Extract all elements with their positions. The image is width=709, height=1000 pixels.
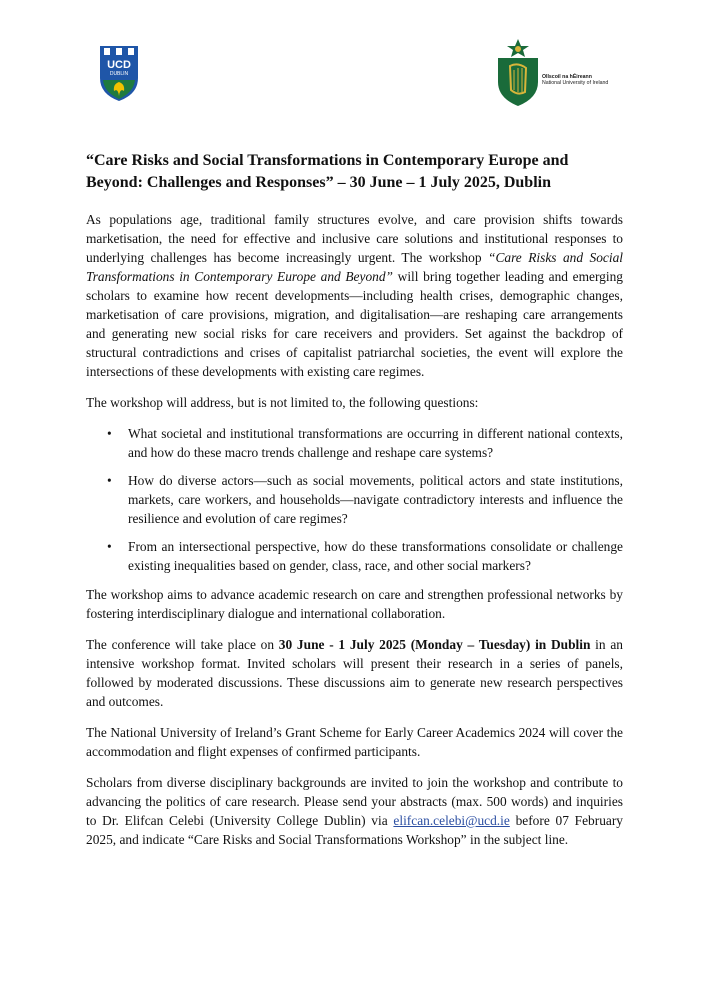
ucd-logo-text: UCD [107,59,131,71]
ucd-logo-subtext: DUBLIN [109,71,129,77]
contact-email-link[interactable]: elifcan.celebi@ucd.ie [393,813,510,828]
intro-text-2: will bring together leading and emerging scholars to examine how recent developments—including health crises, demographic changes, marketisation of care provisions, migration, and digitalisation—are reshaping care arrangements and generating new social risks for care receivers and providers. Set against the backdrop of structural contradictions and crises of capitalist patriarchal societies, the event will explore the intersections of these developments with existing care regimes. [86,269,623,379]
questions-intro: The workshop will address, but is not limited to, the following questions: [86,395,479,410]
question-item: • From an intersectional perspective, how do these transformations consolidate or challenge existing inequalities based on gender, class, race, and other social markers? [128,537,623,575]
title-quote: “Care Risks and Social Transformations in Contemporary Europe and Beyond: Challenges and Responses” [86,152,569,191]
questions-list [86,424,623,575]
document-body [86,150,623,861]
intro-paragraph [86,210,623,381]
call-text-1: Scholars from diverse disciplinary backgrounds are invited to join the workshop and contribute to advancing the politics of care research. Please send your abstracts (max. 500 words) and inquiries to Dr. Elifcan Celebi (University College Dublin) via [86,775,623,828]
ucd-crest-icon [98,44,140,102]
funding-paragraph: The National University of Ireland’s Grant Scheme for Early Career Academics 2024 will cover the accommodation and flight expenses of confirmed participants. [86,725,623,759]
conference-dates: 30 June - 1 July 2025 (Monday – Tuesday) in Dublin [278,637,591,652]
nui-irish-name: Ollscoil na hÉireann [542,74,592,80]
call-text-2: before 07 February 2025, and indicate “Care Risks and Social Transformations Workshop” in the subject line. [86,813,623,847]
title-date-place: – 30 June – 1 July 2025, Dublin [333,174,551,191]
nui-english-name: National University of Ireland [542,80,609,86]
intro-text-1: As populations age, traditional family structures evolve, and care provision shifts towards marketisation, the need for effective and inclusive care solutions and institutional responses to underlying challenges has become increasingly urgent. The workshop [86,212,623,265]
nui-logo [496,38,626,108]
nui-harp-shield-icon [496,38,540,108]
conference-rest: in an intensive workshop format. Invited scholars will present their research in a series of panels, followed by moderated discussions. These discussions aim to generate new research perspectives and outcomes. [86,637,623,709]
question-item: • What societal and institutional transformations are occurring in different national contexts, and how do these macro trends challenge and reshape care systems? [128,424,623,462]
nui-logo-text [542,74,626,86]
call-paragraph [86,773,623,849]
conference-lead: The conference will take place on [86,637,279,652]
ucd-logo [98,44,140,102]
workshop-title-italic: “Care Risks and Social Transformations in Contemporary Europe and Beyond” [86,250,623,284]
question-item: • How do diverse actors—such as social movements, political actors and state institutions, markets, care workers, and households—navigate contradictory interests and influence the resilience and evolution of care regimes? [128,471,623,528]
page-title [86,150,623,194]
conference-paragraph [86,635,623,711]
aims-paragraph: The workshop aims to advance academic research on care and strengthen professional networks by fostering interdisciplinary dialogue and international collaboration. [86,587,623,621]
